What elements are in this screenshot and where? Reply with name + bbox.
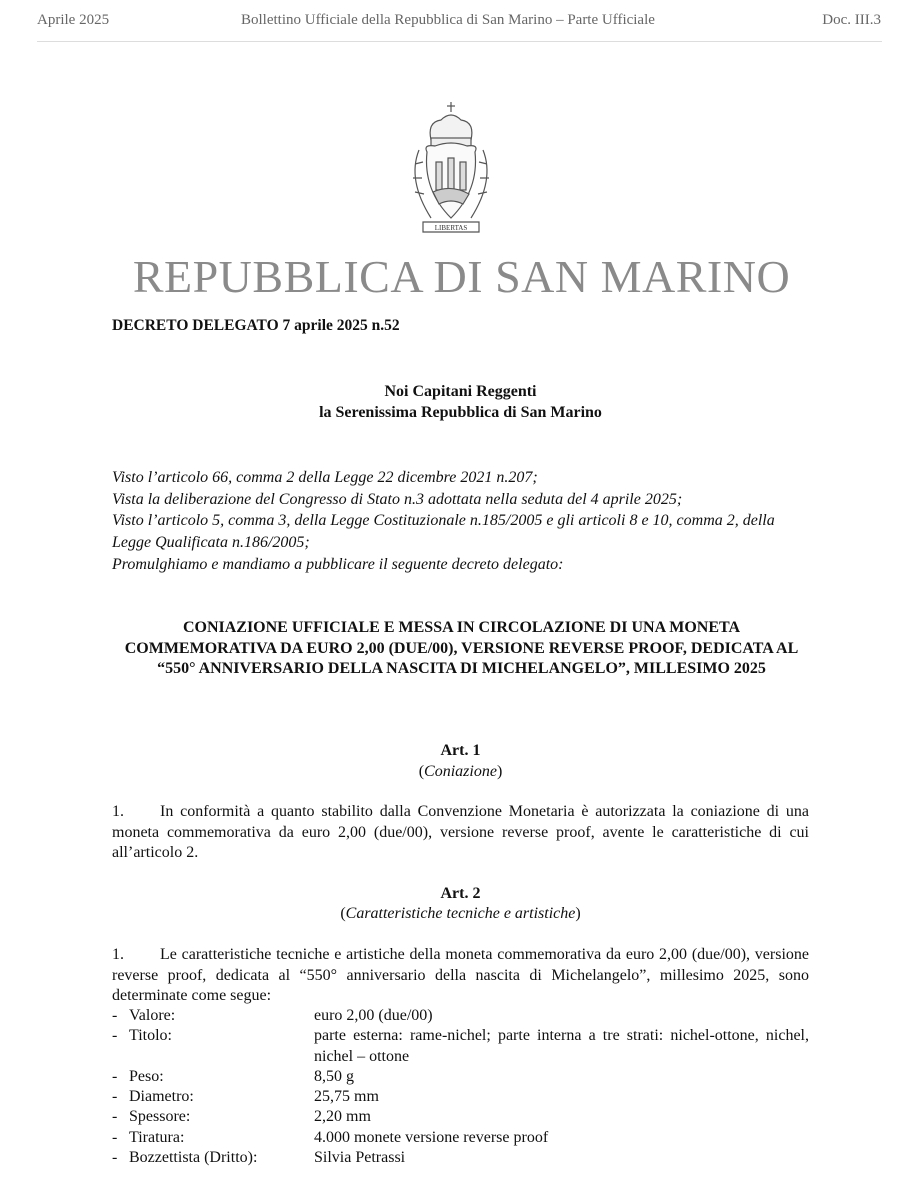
spec-label: Spessore:: [129, 1108, 191, 1126]
spec-value: 8,50 g: [314, 1067, 354, 1085]
bullet: -: [112, 1088, 118, 1106]
preamble-line: Visto l’articolo 66, comma 2 della Legge 22 dicembre 2021 n.207;: [112, 469, 538, 486]
bullet: -: [112, 1027, 118, 1045]
header-doc-ref: Doc. III.3: [822, 12, 881, 28]
article-2-subtitle-text: Caratteristiche tecniche e artistiche: [345, 905, 576, 922]
article-1-subtitle-text: Coniazione: [424, 763, 497, 780]
spec-value: 2,20 mm: [314, 1108, 371, 1126]
spec-value: 4.000 monete versione reverse proof: [314, 1128, 549, 1146]
article-2-subtitle: (Caratteristiche tecniche e artistiche): [340, 905, 581, 922]
paragraph-number: 1.: [112, 946, 124, 963]
article-1-title: Art. 1: [440, 742, 481, 759]
spec-value: Silvia Petrassi: [314, 1149, 406, 1167]
coat-of-arms-emblem: [405, 100, 497, 242]
bullet: -: [112, 1007, 118, 1024]
header-divider: [37, 41, 882, 42]
bullet: -: [112, 1108, 118, 1126]
svg-text:LIBERTAS: LIBERTAS: [434, 224, 468, 232]
spec-value: 25,75 mm: [314, 1088, 379, 1106]
spec-label: Titolo:: [129, 1027, 172, 1045]
bullet: -: [112, 1128, 118, 1146]
preamble-line: Promulghiamo e mandiamo a pubblicare il seguente decreto delegato:: [112, 555, 564, 573]
header-publication: Bollettino Ufficiale della Repubblica di San Marino – Parte Ufficiale: [241, 12, 655, 28]
issuers-block: [112, 381, 809, 423]
paragraph-number: 1.: [112, 803, 124, 820]
republic-title: REPUBBLICA DI SAN MARINO: [132, 251, 791, 302]
spec-item: [112, 1128, 809, 1148]
article-2-title: Art. 2: [440, 885, 481, 902]
preamble-line: Vista la deliberazione del Congresso di Stato n.3 adottata nella seduta del 4 aprile 2025;: [112, 490, 683, 508]
spec-value: parte esterna: rame-nichel; parte interna a tre strati: nichel-ottone, nichel, nichel – ottone: [314, 1027, 809, 1065]
article-2-paragraph: [112, 945, 809, 1007]
decree-heading: CONIAZIONE UFFICIALE E MESSA IN CIRCOLAZIONE DI UNA MONETA COMMEMORATIVA DA EURO 2,00 (DUE/00), VERSIONE REVERSE PROOF, DEDICATA AL “550° ANNIVERSARIO DELLA NASCITA DI MICHELANGELO”, MILLESIMO 2025: [124, 619, 799, 677]
bullet: -: [112, 1149, 118, 1167]
issuers-line: Noi Capitani Reggenti: [384, 383, 537, 400]
article-1-subtitle: (Coniazione): [418, 763, 503, 780]
paragraph-text: In conformità a quanto stabilito dalla Convenzione Monetaria è autorizzata la coniazione di una moneta commemorativa da euro 2,00 (due/00), versione reverse proof, avente le caratteristiche di cui all’articolo 2.: [112, 803, 809, 861]
header-date: Aprile 2025: [37, 12, 110, 28]
bullet: -: [112, 1067, 118, 1085]
preamble-line: Visto l’articolo 5, comma 3, della Legge Costituzionale n.185/2005 e gli articoli 8 e 10, comma 2, della Legge Qualificata n.186/2005;: [112, 512, 775, 552]
spec-label: Peso:: [129, 1067, 164, 1085]
specs-list: [112, 1006, 809, 1168]
article-1-paragraph: [112, 802, 809, 864]
spec-item: [112, 1026, 809, 1067]
spec-label: Diametro:: [129, 1088, 194, 1106]
spec-item: [112, 1087, 809, 1107]
spec-value: euro 2,00 (due/00): [314, 1007, 433, 1024]
preamble: [112, 467, 809, 576]
spec-label: Valore:: [129, 1007, 176, 1024]
spec-item: [112, 1006, 809, 1026]
spec-label: Tiratura:: [129, 1128, 185, 1146]
issuers-line: la Serenissima Repubblica di San Marino: [319, 404, 602, 421]
spec-item: [112, 1067, 809, 1087]
spec-label: Bozzettista (Dritto):: [129, 1149, 258, 1167]
spec-item: [112, 1148, 809, 1168]
paragraph-text: Le caratteristiche tecniche e artistiche della moneta commemorativa da euro 2,00 (due/00), versione reverse proof, dedicata al “550° anniversario della nascita di Michelangelo”, millesimo 2025, sono determinate come segue:: [112, 946, 809, 1004]
decree-reference: DECRETO DELEGATO 7 aprile 2025 n.52: [112, 317, 400, 334]
spec-item: [112, 1107, 809, 1127]
